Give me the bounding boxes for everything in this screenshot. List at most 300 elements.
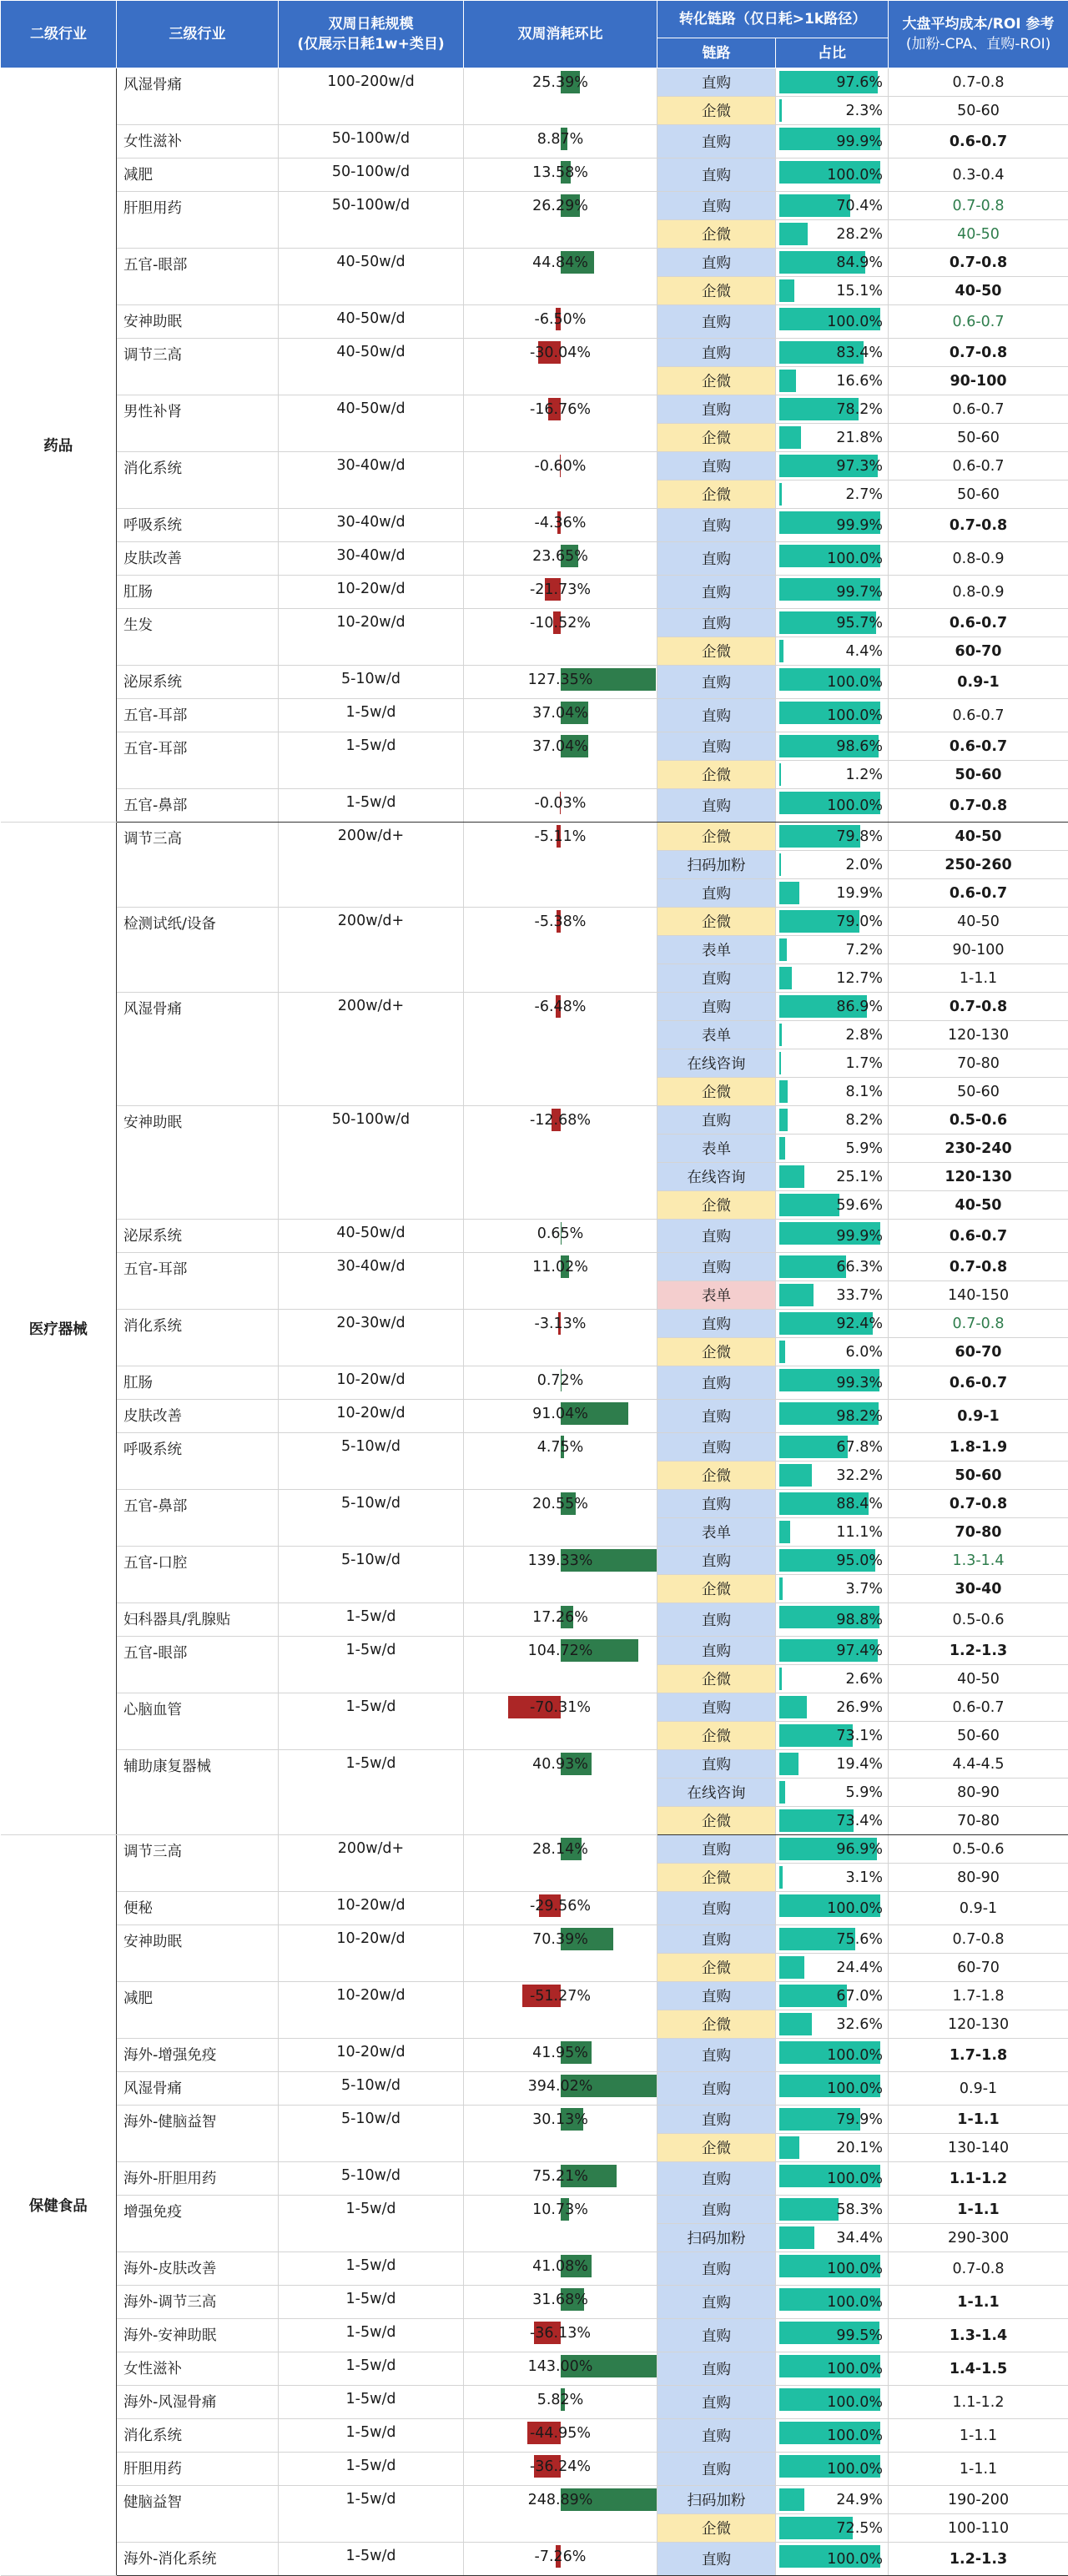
share-bar <box>779 1753 798 1775</box>
share-value: 88.4% <box>836 1490 883 1517</box>
share-cell <box>776 97 889 125</box>
table-row <box>1 1892 1068 1925</box>
cost-value: 50-60 <box>889 424 1068 452</box>
industry-name: 消化系统 <box>117 2419 279 2453</box>
channel-label: 直购 <box>657 2162 776 2196</box>
change-cell <box>464 1433 657 1490</box>
scale-value: 1-5w/d <box>279 1637 464 1693</box>
cost-value: 60-70 <box>889 1338 1068 1366</box>
table-row <box>1 339 1068 367</box>
change-cell <box>464 609 657 666</box>
channel-label: 企微 <box>657 1078 776 1106</box>
change-value: 8.87% <box>464 125 657 153</box>
scale-value: 40-50w/d <box>279 339 464 395</box>
table-row <box>1 1400 1068 1433</box>
channel-label: 直购 <box>657 1433 776 1462</box>
cost-value: 1.8-1.9 <box>889 1433 1068 1462</box>
cost-value: 40-50 <box>889 1665 1068 1693</box>
cost-value: 60-70 <box>889 1954 1068 1982</box>
share-cell <box>776 1049 889 1078</box>
industry-name: 海外-增强免疫 <box>117 2039 279 2072</box>
share-cell <box>776 1106 889 1135</box>
scale-value: 1-5w/d <box>279 2319 464 2352</box>
channel-label: 在线咨询 <box>657 1779 776 1807</box>
share-value: 98.2% <box>836 1400 883 1432</box>
share-cell <box>776 637 889 666</box>
change-value: 30.13% <box>464 2106 657 2133</box>
cost-value: 0.8-0.9 <box>889 576 1068 609</box>
share-value: 79.8% <box>836 823 883 850</box>
share-value: 2.0% <box>846 851 883 878</box>
change-value: 31.68% <box>464 2286 657 2313</box>
share-cell <box>776 1954 889 1982</box>
industry-name: 海外-健脑益智 <box>117 2106 279 2162</box>
channel-label: 直购 <box>657 339 776 367</box>
table-row <box>1 666 1068 699</box>
table-row <box>1 2286 1068 2319</box>
scale-value: 10-20w/d <box>279 609 464 666</box>
industry-name: 女性滋补 <box>117 125 279 158</box>
change-cell <box>464 789 657 823</box>
scale-value: 5-10w/d <box>279 1433 464 1490</box>
scale-value: 50-100w/d <box>279 192 464 249</box>
channel-label: 直购 <box>657 395 776 424</box>
change-value: 37.04% <box>464 732 657 760</box>
table-row <box>1 823 1068 851</box>
share-cell <box>776 1807 889 1835</box>
industry-name: 安神助眠 <box>117 305 279 339</box>
share-value: 4.4% <box>846 637 883 665</box>
change-cell-inner <box>464 609 657 636</box>
channel-label: 直购 <box>657 305 776 339</box>
cost-value: 50-60 <box>889 1462 1068 1490</box>
table-row <box>1 732 1068 761</box>
change-cell <box>464 125 657 158</box>
scale-value: 50-100w/d <box>279 1106 464 1220</box>
change-value: -51.27% <box>464 1982 657 2010</box>
share-bar <box>779 2136 799 2159</box>
change-value: -30.04% <box>464 339 657 366</box>
channel-label: 扫码加粉 <box>657 851 776 879</box>
scale-value: 10-20w/d <box>279 2039 464 2072</box>
header-scale <box>279 1 464 68</box>
share-cell <box>776 367 889 395</box>
cost-value: 1.7-1.8 <box>889 1982 1068 2010</box>
share-value: 100.0% <box>827 2252 883 2285</box>
change-value: 13.58% <box>464 158 657 186</box>
scale-value: 50-100w/d <box>279 125 464 158</box>
scale-value: 40-50w/d <box>279 305 464 339</box>
share-value: 73.1% <box>836 1722 883 1749</box>
industry-name: 呼吸系统 <box>117 1433 279 1490</box>
change-value: -6.50% <box>464 305 657 333</box>
share-value: 97.4% <box>836 1637 883 1664</box>
scale-value: 5-10w/d <box>279 2106 464 2162</box>
share-bar <box>779 483 782 506</box>
change-cell <box>464 908 657 993</box>
share-bar <box>779 279 794 302</box>
share-cell <box>776 2486 889 2514</box>
share-value: 97.6% <box>836 68 883 96</box>
channel-label: 企微 <box>657 823 776 851</box>
share-value: 66.3% <box>836 1253 883 1280</box>
scale-value: 30-40w/d <box>279 452 464 509</box>
change-cell-inner <box>464 1253 657 1280</box>
industry-name: 调节三高 <box>117 823 279 908</box>
share-bar <box>779 2488 804 2511</box>
scale-value: 40-50w/d <box>279 1220 464 1253</box>
share-value: 11.1% <box>836 1518 883 1546</box>
change-cell-inner <box>464 305 657 333</box>
scale-value: 200w/d+ <box>279 908 464 993</box>
table-row <box>1 908 1068 936</box>
change-cell-inner <box>464 1925 657 1953</box>
industry-name: 便秘 <box>117 1892 279 1925</box>
share-value: 86.9% <box>836 993 883 1020</box>
change-cell <box>464 2453 657 2486</box>
share-cell <box>776 1400 889 1433</box>
channel-label: 在线咨询 <box>657 1163 776 1191</box>
change-cell <box>464 2319 657 2352</box>
share-cell <box>776 2039 889 2072</box>
change-cell-inner <box>464 1750 657 1778</box>
share-bar <box>779 1052 781 1074</box>
share-bar <box>779 2226 814 2249</box>
industry-name: 风湿骨痛 <box>117 68 279 125</box>
change-value: -5.11% <box>464 823 657 850</box>
channel-label: 在线咨询 <box>657 1049 776 1078</box>
table-row <box>1 2162 1068 2196</box>
share-value: 24.4% <box>836 1954 883 1981</box>
table-row <box>1 2453 1068 2486</box>
share-cell <box>776 1338 889 1366</box>
share-cell <box>776 1547 889 1575</box>
share-bar <box>779 1109 788 1131</box>
table-row <box>1 2486 1068 2514</box>
channel-label: 企微 <box>657 2514 776 2543</box>
change-cell-inner <box>464 1835 657 1863</box>
change-cell-inner <box>464 1603 657 1631</box>
share-cell <box>776 1603 889 1637</box>
channel-label: 直购 <box>657 249 776 277</box>
scale-value: 200w/d+ <box>279 823 464 908</box>
header-cost <box>889 1 1068 68</box>
table-row <box>1 452 1068 480</box>
change-value: 4.75% <box>464 1433 657 1461</box>
table-row <box>1 2252 1068 2286</box>
header-cost-line1: 大盘平均成本/ROI 参考 <box>903 16 1055 33</box>
share-cell <box>776 879 889 908</box>
share-cell <box>776 1191 889 1220</box>
cost-value: 0.7-0.8 <box>889 1490 1068 1518</box>
change-value: 0.72% <box>464 1366 657 1394</box>
share-bar <box>779 370 796 392</box>
share-bar <box>779 99 782 122</box>
scale-value: 1-5w/d <box>279 2352 464 2386</box>
cost-value: 1.3-1.4 <box>889 1547 1068 1575</box>
share-cell <box>776 823 889 851</box>
channel-label: 直购 <box>657 2453 776 2486</box>
change-value: 70.39% <box>464 1925 657 1953</box>
change-cell <box>464 395 657 452</box>
scale-value: 1-5w/d <box>279 2453 464 2486</box>
share-value: 6.0% <box>846 1338 883 1366</box>
share-value: 2.7% <box>846 480 883 508</box>
table-row <box>1 1603 1068 1637</box>
change-cell <box>464 1490 657 1547</box>
share-cell <box>776 1750 889 1779</box>
channel-label: 企微 <box>657 1338 776 1366</box>
share-value: 73.4% <box>836 1807 883 1834</box>
share-value: 98.8% <box>836 1603 883 1636</box>
industry-name: 海外-风湿骨痛 <box>117 2386 279 2419</box>
share-value: 1.2% <box>846 761 883 788</box>
table-row <box>1 1366 1068 1400</box>
cost-value: 250-260 <box>889 851 1068 879</box>
cost-value: 0.7-0.8 <box>889 993 1068 1021</box>
share-cell <box>776 192 889 220</box>
table-row <box>1 2039 1068 2072</box>
change-cell <box>464 542 657 576</box>
share-cell <box>776 2106 889 2134</box>
share-bar <box>779 763 781 786</box>
share-value: 3.7% <box>846 1575 883 1602</box>
change-cell-inner <box>464 1637 657 1664</box>
channel-label: 直购 <box>657 2072 776 2106</box>
scale-value: 10-20w/d <box>279 576 464 609</box>
change-cell-inner <box>464 993 657 1020</box>
table-row <box>1 158 1068 192</box>
channel-label: 直购 <box>657 1835 776 1864</box>
cost-value: 0.8-0.9 <box>889 542 1068 576</box>
share-value: 100.0% <box>827 305 883 338</box>
share-cell <box>776 542 889 576</box>
share-value: 99.7% <box>836 576 883 608</box>
share-cell <box>776 424 889 452</box>
table-row <box>1 2196 1068 2224</box>
cost-value: 50-60 <box>889 1722 1068 1750</box>
share-cell <box>776 576 889 609</box>
scale-value: 5-10w/d <box>279 1547 464 1603</box>
industry-name: 五官-鼻部 <box>117 1490 279 1547</box>
industry-name: 呼吸系统 <box>117 509 279 542</box>
share-value: 32.2% <box>836 1462 883 1489</box>
scale-value: 50-100w/d <box>279 158 464 192</box>
share-cell <box>776 395 889 424</box>
change-value: 394.02% <box>464 2072 657 2100</box>
group-label: 药品 <box>1 68 117 823</box>
change-cell-inner <box>464 2106 657 2133</box>
cost-value: 1.3-1.4 <box>889 2319 1068 2352</box>
change-value: -12.68% <box>464 1106 657 1134</box>
cost-value: 190-200 <box>889 2486 1068 2514</box>
change-cell <box>464 1547 657 1603</box>
change-cell <box>464 1835 657 1892</box>
cost-value: 70-80 <box>889 1049 1068 1078</box>
change-cell <box>464 1925 657 1982</box>
industry-name: 安神助眠 <box>117 1106 279 1220</box>
share-bar <box>779 1577 783 1600</box>
change-cell-inner <box>464 1982 657 2010</box>
industry-name: 女性滋补 <box>117 2352 279 2386</box>
channel-label: 直购 <box>657 609 776 637</box>
cost-value: 1.1-1.2 <box>889 2162 1068 2196</box>
change-value: -3.13% <box>464 1310 657 1337</box>
share-value: 100.0% <box>827 2419 883 2452</box>
share-cell <box>776 1864 889 1892</box>
channel-label: 企微 <box>657 367 776 395</box>
channel-label: 直购 <box>657 1220 776 1253</box>
channel-label: 企微 <box>657 220 776 249</box>
table-row <box>1 305 1068 339</box>
share-bar <box>779 882 799 904</box>
share-value: 79.0% <box>836 908 883 935</box>
share-value: 33.7% <box>836 1281 883 1309</box>
cost-value: 0.7-0.8 <box>889 1925 1068 1954</box>
change-value: 11.02% <box>464 1253 657 1280</box>
cost-value: 60-70 <box>889 637 1068 666</box>
share-value: 3.1% <box>846 1864 883 1891</box>
change-value: 5.82% <box>464 2386 657 2413</box>
cost-value: 0.6-0.7 <box>889 395 1068 424</box>
channel-label: 企微 <box>657 1954 776 1982</box>
cost-value: 0.6-0.7 <box>889 452 1068 480</box>
change-cell-inner <box>464 192 657 219</box>
industry-name: 五官-眼部 <box>117 1637 279 1693</box>
cost-value: 50-60 <box>889 480 1068 509</box>
share-value: 2.6% <box>846 1665 883 1693</box>
share-cell <box>776 220 889 249</box>
share-value: 79.9% <box>836 2106 883 2133</box>
channel-label: 直购 <box>657 125 776 158</box>
share-cell <box>776 851 889 879</box>
share-cell <box>776 2514 889 2543</box>
industry-name: 检测试纸/设备 <box>117 908 279 993</box>
share-bar <box>779 1668 782 1690</box>
share-cell <box>776 609 889 637</box>
channel-label: 直购 <box>657 1637 776 1665</box>
channel-label: 直购 <box>657 2106 776 2134</box>
change-cell <box>464 158 657 192</box>
share-value: 100.0% <box>827 2453 883 2485</box>
share-value: 92.4% <box>836 1310 883 1337</box>
cost-value: 0.7-0.8 <box>889 192 1068 220</box>
cost-value: 40-50 <box>889 1191 1068 1220</box>
share-cell <box>776 1892 889 1925</box>
change-cell-inner <box>464 2486 657 2513</box>
table-row <box>1 789 1068 823</box>
change-cell <box>464 2486 657 2543</box>
cost-value: 120-130 <box>889 1021 1068 1049</box>
channel-label: 直购 <box>657 2386 776 2419</box>
cost-value: 0.6-0.7 <box>889 609 1068 637</box>
share-cell <box>776 158 889 192</box>
share-cell <box>776 2453 889 2486</box>
change-cell-inner <box>464 1693 657 1721</box>
share-bar <box>779 1866 783 1889</box>
change-cell <box>464 2196 657 2252</box>
share-bar <box>779 640 783 662</box>
change-value: -5.38% <box>464 908 657 935</box>
share-cell <box>776 1462 889 1490</box>
cost-value: 70-80 <box>889 1518 1068 1547</box>
change-cell <box>464 823 657 908</box>
share-cell <box>776 68 889 97</box>
change-cell-inner <box>464 339 657 366</box>
scale-value: 200w/d+ <box>279 993 464 1106</box>
change-cell-inner <box>464 1892 657 1919</box>
change-value: 37.04% <box>464 699 657 727</box>
change-value: -4.36% <box>464 509 657 536</box>
scale-value: 10-20w/d <box>279 1892 464 1925</box>
change-cell <box>464 1400 657 1433</box>
change-value: 139.33% <box>464 1547 657 1574</box>
change-value: 0.65% <box>464 1220 657 1247</box>
channel-label: 表单 <box>657 1518 776 1547</box>
change-cell <box>464 1366 657 1400</box>
change-cell <box>464 699 657 732</box>
share-bar <box>779 1165 804 1188</box>
table-row <box>1 699 1068 732</box>
cost-value: 0.6-0.7 <box>889 1366 1068 1400</box>
group-label: 保健食品 <box>1 1835 117 2576</box>
cost-value: 1.7-1.8 <box>889 2039 1068 2072</box>
change-cell <box>464 1220 657 1253</box>
channel-label: 直购 <box>657 1310 776 1338</box>
share-value: 96.9% <box>836 1835 883 1863</box>
cost-value: 70-80 <box>889 1807 1068 1835</box>
industry-name: 泌尿系统 <box>117 666 279 699</box>
change-cell-inner <box>464 509 657 536</box>
cost-value: 130-140 <box>889 2134 1068 2162</box>
change-value: 40.93% <box>464 1750 657 1778</box>
change-cell-inner <box>464 1400 657 1427</box>
channel-label: 直购 <box>657 542 776 576</box>
channel-label: 直购 <box>657 964 776 993</box>
industry-name: 海外-调节三高 <box>117 2286 279 2319</box>
industry-name: 肛肠 <box>117 1366 279 1400</box>
change-value: 25.39% <box>464 68 657 96</box>
scale-value: 1-5w/d <box>279 2286 464 2319</box>
industry-name: 肝胆用药 <box>117 192 279 249</box>
channel-label: 直购 <box>657 1490 776 1518</box>
share-value: 12.7% <box>836 964 883 992</box>
change-value: -36.13% <box>464 2319 657 2347</box>
change-value: -16.76% <box>464 395 657 423</box>
change-cell <box>464 452 657 509</box>
share-value: 100.0% <box>827 2386 883 2418</box>
share-value: 98.6% <box>836 732 883 760</box>
industry-name: 安神助眠 <box>117 1925 279 1982</box>
cost-value: 1.2-1.3 <box>889 2543 1068 2576</box>
share-bar <box>779 1080 788 1103</box>
share-value: 67.8% <box>836 1433 883 1461</box>
share-cell <box>776 1310 889 1338</box>
change-value: 143.00% <box>464 2352 657 2380</box>
cost-value: 0.7-0.8 <box>889 1253 1068 1281</box>
share-bar <box>779 2198 839 2221</box>
share-cell <box>776 2352 889 2386</box>
cost-value: 40-50 <box>889 277 1068 305</box>
header-channel-group: 转化链路（仅日耗>1k路径） <box>657 1 889 38</box>
share-value: 100.0% <box>827 2286 883 2318</box>
scale-value: 10-20w/d <box>279 1925 464 1982</box>
scale-value: 1-5w/d <box>279 732 464 789</box>
table-row <box>1 1547 1068 1575</box>
share-cell <box>776 1637 889 1665</box>
change-cell-inner <box>464 2543 657 2570</box>
scale-value: 100-200w/d <box>279 68 464 125</box>
